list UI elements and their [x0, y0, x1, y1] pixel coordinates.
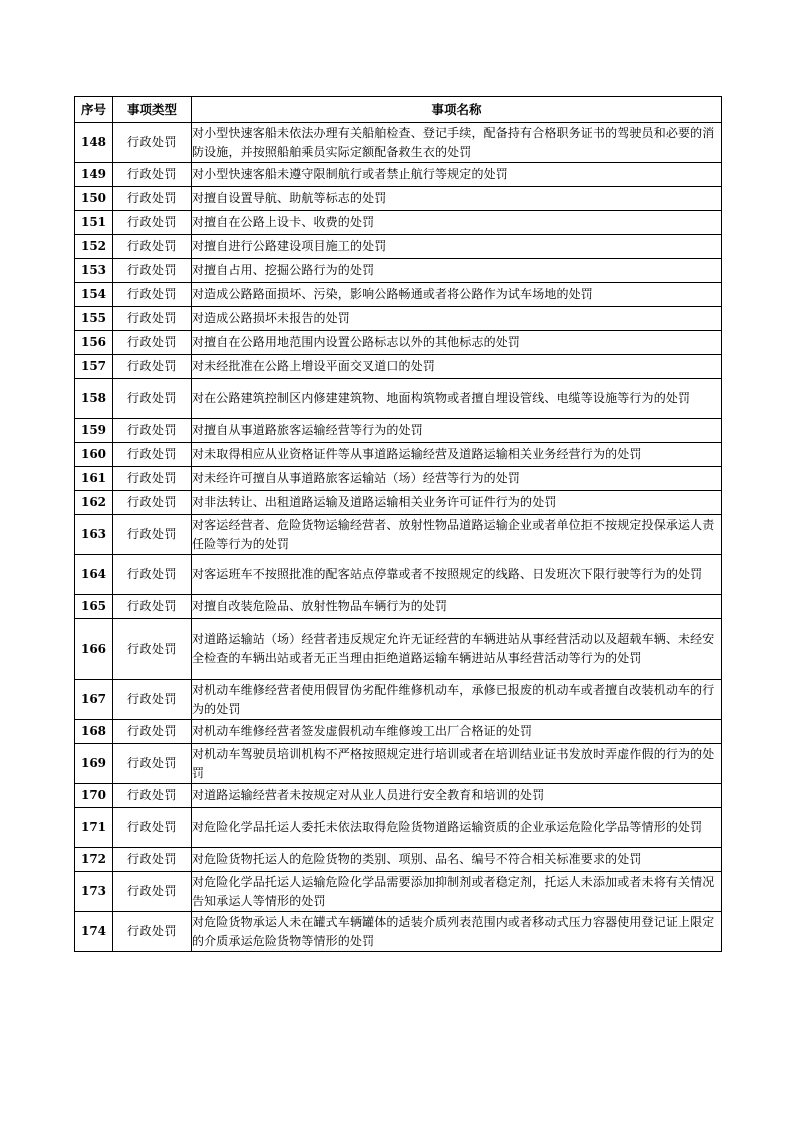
- row-item-name: 对擅自设置导航、助航等标志的处罚: [192, 187, 722, 211]
- row-item-name: 对擅自在公路上设卡、收费的处罚: [192, 211, 722, 235]
- row-serial-number: 168: [75, 720, 113, 744]
- row-serial-number: 173: [75, 872, 113, 912]
- row-item-type: 行政处罚: [113, 443, 192, 467]
- row-item-type: 行政处罚: [113, 720, 192, 744]
- row-serial-number: 153: [75, 259, 113, 283]
- table-row: [75, 331, 722, 355]
- table-row: [75, 720, 722, 744]
- row-serial-number: 152: [75, 235, 113, 259]
- row-item-type: 行政处罚: [113, 283, 192, 307]
- row-item-name: 对擅自进行公路建设项目施工的处罚: [192, 235, 722, 259]
- row-item-name: 对危险化学品托运人运输危险化学品需要添加抑制剂或者稳定剂，托运人未添加或者未将有关情况告知承运人等情形的处罚: [192, 872, 722, 912]
- table-row: [75, 872, 722, 912]
- row-serial-number: 161: [75, 467, 113, 491]
- table-row: [75, 307, 722, 331]
- row-item-type: 行政处罚: [113, 744, 192, 784]
- row-item-type: 行政处罚: [113, 259, 192, 283]
- row-item-type: 行政处罚: [113, 555, 192, 595]
- row-item-type: 行政处罚: [113, 872, 192, 912]
- header-serial-number: 序号: [75, 97, 113, 123]
- row-serial-number: 170: [75, 784, 113, 808]
- table-row: [75, 419, 722, 443]
- row-item-name: 对未经许可擅自从事道路旅客运输站（场）经营等行为的处罚: [192, 467, 722, 491]
- table-row: [75, 595, 722, 619]
- row-item-type: 行政处罚: [113, 491, 192, 515]
- row-item-name: 对危险货物承运人未在罐式车辆罐体的适装介质列表范围内或者移动式压力容器使用登记证上限定的介质承运危险货物等情形的处罚: [192, 912, 722, 952]
- row-serial-number: 160: [75, 443, 113, 467]
- row-item-name: 对客运班车不按照批准的配客站点停靠或者不按照规定的线路、日发班次下限行驶等行为的处罚: [192, 555, 722, 595]
- row-item-type: 行政处罚: [113, 355, 192, 379]
- table-row: [75, 744, 722, 784]
- row-item-name: 对未经批准在公路上增设平面交叉道口的处罚: [192, 355, 722, 379]
- row-item-name: 对道路运输经营者未按规定对从业人员进行安全教育和培训的处罚: [192, 784, 722, 808]
- row-item-type: 行政处罚: [113, 235, 192, 259]
- row-serial-number: 158: [75, 379, 113, 419]
- table-row: [75, 187, 722, 211]
- row-serial-number: 148: [75, 123, 113, 163]
- row-item-type: 行政处罚: [113, 379, 192, 419]
- row-serial-number: 159: [75, 419, 113, 443]
- row-serial-number: 169: [75, 744, 113, 784]
- row-item-type: 行政处罚: [113, 515, 192, 555]
- row-item-name: 对擅自从事道路旅客运输经营等行为的处罚: [192, 419, 722, 443]
- table-row: [75, 379, 722, 419]
- table-row: [75, 515, 722, 555]
- table-row: [75, 619, 722, 680]
- table-row: [75, 211, 722, 235]
- row-item-type: 行政处罚: [113, 123, 192, 163]
- row-serial-number: 174: [75, 912, 113, 952]
- table-row: [75, 443, 722, 467]
- header-item-type: 事项类型: [113, 97, 192, 123]
- row-serial-number: 162: [75, 491, 113, 515]
- table-row: [75, 808, 722, 848]
- table-row: [75, 283, 722, 307]
- row-item-type: 行政处罚: [113, 848, 192, 872]
- row-item-name: 对擅自占用、挖掘公路行为的处罚: [192, 259, 722, 283]
- row-serial-number: 172: [75, 848, 113, 872]
- row-item-name: 对在公路建筑控制区内修建建筑物、地面构筑物或者擅自埋设管线、电缆等设施等行为的处罚: [192, 379, 722, 419]
- row-serial-number: 163: [75, 515, 113, 555]
- row-item-name: 对机动车驾驶员培训机构不严格按照规定进行培训或者在培训结业证书发放时弄虚作假的行为的处罚: [192, 744, 722, 784]
- row-item-type: 行政处罚: [113, 331, 192, 355]
- table-row: [75, 912, 722, 952]
- table-row: [75, 555, 722, 595]
- row-serial-number: 156: [75, 331, 113, 355]
- row-item-name: 对机动车维修经营者签发虚假机动车维修竣工出厂合格证的处罚: [192, 720, 722, 744]
- row-item-name: 对非法转让、出租道路运输及道路运输相关业务许可证件行为的处罚: [192, 491, 722, 515]
- row-item-type: 行政处罚: [113, 784, 192, 808]
- table-row: [75, 123, 722, 163]
- row-serial-number: 157: [75, 355, 113, 379]
- table-row: [75, 848, 722, 872]
- row-item-name: 对机动车维修经营者使用假冒伪劣配件维修机动车，承修已报废的机动车或者擅自改装机动车的行为的处罚: [192, 680, 722, 720]
- table-row: [75, 259, 722, 283]
- row-item-name: 对小型快速客船未遵守限制航行或者禁止航行等规定的处罚: [192, 163, 722, 187]
- row-serial-number: 155: [75, 307, 113, 331]
- row-item-type: 行政处罚: [113, 808, 192, 848]
- row-serial-number: 167: [75, 680, 113, 720]
- row-serial-number: 166: [75, 619, 113, 680]
- header-item-name: 事项名称: [192, 97, 722, 123]
- row-item-name: 对危险化学品托运人委托未依法取得危险货物道路运输资质的企业承运危险化学品等情形的处罚: [192, 808, 722, 848]
- table-header-row: [75, 97, 722, 123]
- row-item-name: 对未取得相应从业资格证件等从事道路运输经营及道路运输相关业务经营行为的处罚: [192, 443, 722, 467]
- items-table: [74, 96, 722, 952]
- row-serial-number: 171: [75, 808, 113, 848]
- row-item-type: 行政处罚: [113, 419, 192, 443]
- row-item-type: 行政处罚: [113, 680, 192, 720]
- row-item-name: 对擅自在公路用地范围内设置公路标志以外的其他标志的处罚: [192, 331, 722, 355]
- row-item-name: 对客运经营者、危险货物运输经营者、放射性物品道路运输企业或者单位拒不按规定投保承运人责任险等行为的处罚: [192, 515, 722, 555]
- row-serial-number: 154: [75, 283, 113, 307]
- row-serial-number: 164: [75, 555, 113, 595]
- row-item-type: 行政处罚: [113, 595, 192, 619]
- table-row: [75, 491, 722, 515]
- row-item-name: 对造成公路损坏未报告的处罚: [192, 307, 722, 331]
- row-serial-number: 165: [75, 595, 113, 619]
- row-item-type: 行政处罚: [113, 163, 192, 187]
- table-row: [75, 467, 722, 491]
- row-item-name: 对危险货物托运人的危险货物的类别、项别、品名、编号不符合相关标准要求的处罚: [192, 848, 722, 872]
- table-row: [75, 784, 722, 808]
- row-item-name: 对道路运输站（场）经营者违反规定允许无证经营的车辆进站从事经营活动以及超载车辆、未经安全检查的车辆出站或者无正当理由拒绝道路运输车辆进站从事经营活动等行为的处罚: [192, 619, 722, 680]
- row-item-type: 行政处罚: [113, 187, 192, 211]
- row-item-type: 行政处罚: [113, 912, 192, 952]
- row-item-name: 对造成公路路面损坏、污染，影响公路畅通或者将公路作为试车场地的处罚: [192, 283, 722, 307]
- row-serial-number: 149: [75, 163, 113, 187]
- table-row: [75, 235, 722, 259]
- row-item-type: 行政处罚: [113, 307, 192, 331]
- row-serial-number: 150: [75, 187, 113, 211]
- row-item-type: 行政处罚: [113, 619, 192, 680]
- row-item-type: 行政处罚: [113, 467, 192, 491]
- row-item-name: 对小型快速客船未依法办理有关船舶检查、登记手续，配备持有合格职务证书的驾驶员和必要的消防设施，并按照船舶乘员实际定额配备救生衣的处罚: [192, 123, 722, 163]
- table-row: [75, 680, 722, 720]
- row-item-type: 行政处罚: [113, 211, 192, 235]
- row-item-name: 对擅自改装危险品、放射性物品车辆行为的处罚: [192, 595, 722, 619]
- row-serial-number: 151: [75, 211, 113, 235]
- table-row: [75, 163, 722, 187]
- table-row: [75, 355, 722, 379]
